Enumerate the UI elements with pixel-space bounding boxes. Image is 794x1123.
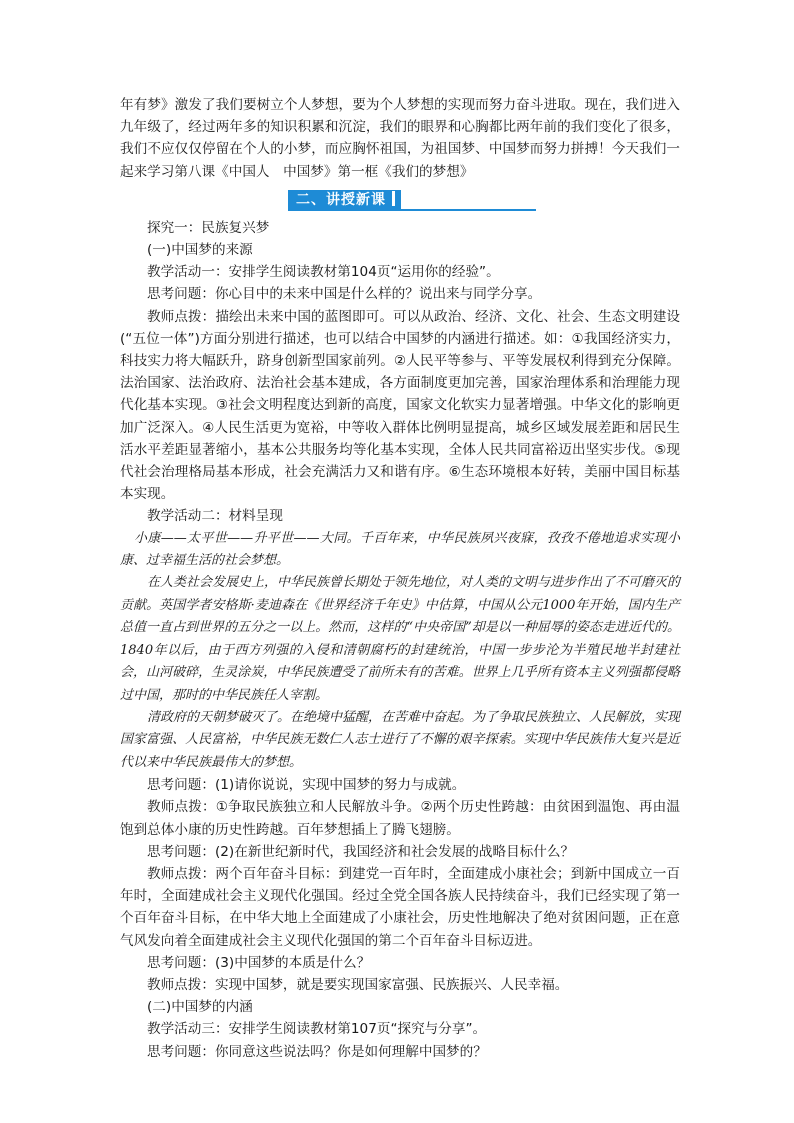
subsection-title-origin: (一)中国梦的来源 [147, 242, 253, 259]
activity-one: 教学活动一：安排学生阅读教材第104页“运用你的经验”。 [147, 264, 500, 281]
question-three: 思考问题：(2)在新世纪新时代，我国经济和社会发展的战略目标什么？ [147, 843, 575, 860]
section-heading-text: 二、讲授新课 [296, 191, 386, 208]
teacher-guidance-four: 教师点拨：实现中国梦，就是要实现国家富强、民族振兴、人民幸福。 [147, 976, 569, 993]
section-heading-block [288, 189, 680, 211]
question-one: 思考问题：你心目中的未来中国是什么样的？说出来与同学分享。 [147, 286, 542, 303]
explore-title: 探究一：民族复兴梦 [147, 219, 270, 236]
activity-three: 教学活动三：安排学生阅读教材第107页“探究与分享”。 [147, 1021, 487, 1038]
question-four: 思考问题：(3)中国梦的本质是什么？ [147, 954, 371, 971]
document-content [120, 94, 680, 1063]
intro-paragraph: 年有梦》激发了我们要树立个人梦想，要为个人梦想的实现而努力奋斗进取。现在，我们进入九年级了，经过两年多的知识积累和沉淀，我们的眼界和心胸都比两年前的我们变化了很多，我们不应仅仅停留在个人的小梦，而应胸怀祖国，为祖国梦、中国梦而努力拼搏！今天我们一起来学习第八课《中国人 中国梦》第一框《我们的梦想》 [120, 97, 680, 180]
teacher-guidance-three: 教师点拨：两个百年奋斗目标：到建党一百年时，全面建成小康社会；到新中国成立一百年时，全面建成社会主义现代化强国。经过全党全国各族人民持续奋斗，我们已经实现了第一个百年奋斗目标，在中华大地上全面建成了小康社会，历史性地解决了绝对贫困问题，正在意气风发向着全面建成社会主义现代化强国的第二个百年奋斗目标迈进。 [120, 865, 680, 949]
teacher-guidance-two: 教师点拨：①争取民族独立和人民解放斗争。②两个历史性跨越：由贫困到温饱、再由温饱到总体小康的历史性跨越。百年梦想插上了腾飞翅膀。 [120, 799, 680, 838]
subsection-title-connotation: (二)中国梦的内涵 [147, 999, 253, 1016]
teacher-guidance-one: 教师点拨：描绘出未来中国的蓝图即可。可以从政治、经济、文化、社会、生态文明建设(“五位一体”)方面分别进行描述，也可以结合中国梦的内涵进行描述。如：①我国经济实力，科技实力将大幅跃升，跻身创新型国家前列。②人民平等参与、平等发展权利得到充分保障。法治国家、法治政府、法治社会基本建成，各方面制度更加完善，国家治理体系和治理能力现代化基本实现。③社会文明程度达到新的高度，国家文化软实力显著增强。中华文化的影响更加广泛深入。④人民生活更为宽裕，中等收入群体比例明显提高，城乡区域发展差距和居民生活水平差距显著缩小，基本公共服务均等化基本实现，全体人民共同富裕迈出坚实步伐。⑤现代社会治理格局基本形成，社会充满活力又和谐有序。⑥生态环境根本好转，美丽中国目标基本实现。 [120, 308, 680, 503]
heading-bar-decoration [392, 191, 395, 206]
activity-two: 教学活动二：材料呈现 [147, 508, 283, 525]
material-paragraph-3: 清政府的天朝梦破灭了。在绝境中猛醒，在苦难中奋起。为了争取民族独立、人民解放，实现国家富强、人民富裕，中华民族无数仁人志士进行了不懈的艰辛探索。实现中华民族伟大复兴是近代以来中华民族最伟大的梦想。 [120, 709, 681, 770]
material-paragraph-1: 小康——太平世——升平世——大同。千百年来，中华民族夙兴夜寐，孜孜不倦地追求实现小康、过幸福生活的社会梦想。 [120, 530, 680, 569]
question-two: 思考问题：(1)请你说说，实现中国梦的努力与成就。 [147, 777, 466, 794]
section-rule [288, 209, 536, 211]
question-five: 思考问题：你同意这些说法吗？你是如何理解中国梦的？ [147, 1043, 487, 1060]
section-heading [288, 190, 401, 210]
material-paragraph-2: 在人类社会发展史上，中华民族曾长期处于领先地位，对人类的文明与进步作出了不可磨灭的贡献。英国学者安格斯·麦迪森在《世界经济千年史》中估算，中国从公元1000年开始，国内生产总值一直占到世界的五分之一以上。然而，这样的“中央帝国”却是以一种屈辱的姿态走进近代的。1840年以后，由于西方列强的入侵和清朝腐朽的封建统治，中国一步步沦为半殖民地半封建社会，山河破碎，生灵涂炭，中华民族遭受了前所未有的苦难。世界上几乎所有资本主义列强都侵略过中国，那时的中华民族任人宰割。 [120, 575, 681, 703]
